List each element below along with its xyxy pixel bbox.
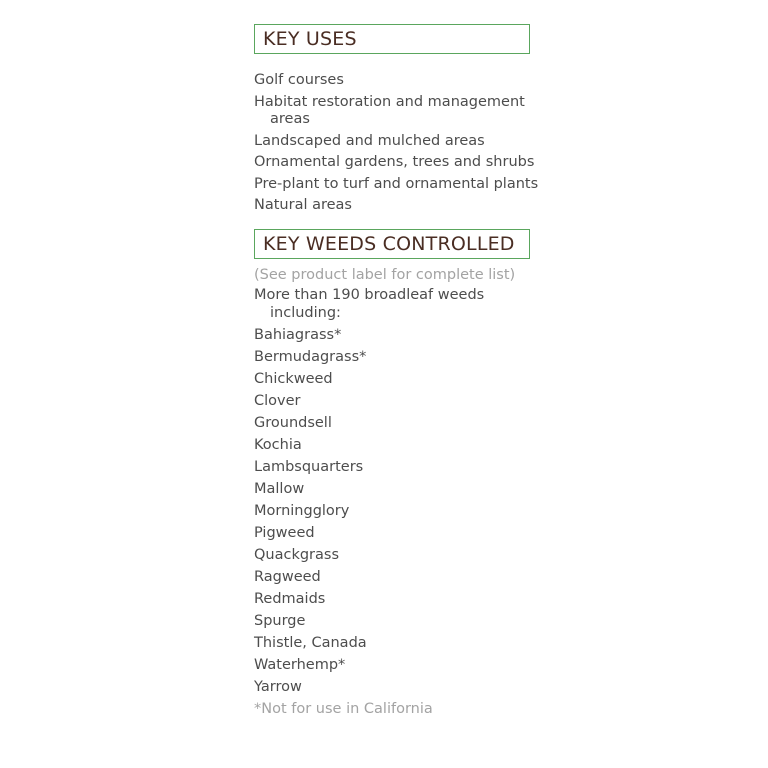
list-item: Morningglory [254,502,350,519]
list-item: Habitat restoration and management areas [254,93,525,127]
list-item: Pre-plant to turf and ornamental plants [254,175,539,192]
california-footnote: *Not for use in California [254,700,433,717]
list-item: Chickweed [254,370,333,387]
list-item: Golf courses [254,72,344,88]
list-item: Bahiagrass* [254,326,342,343]
list-item: Landscaped and mulched areas [254,132,485,149]
list-item: Groundsell [254,414,332,431]
list-item: Ragweed [254,568,321,585]
list-item: Waterhemp* [254,656,346,673]
list-item: Quackgrass [254,546,340,563]
key-weeds-heading [254,229,530,259]
list-item: Bermudagrass* [254,348,367,365]
list-item: Clover [254,392,301,409]
list-item: Redmaids [254,590,326,607]
list-item: Lambsquarters [254,458,364,475]
list-item: Natural areas [254,197,352,213]
list-item: Yarrow [254,678,302,695]
key-weeds-heading-text: KEY WEEDS CONTROLLED [263,232,515,255]
list-item: Kochia [254,436,302,453]
key-uses-list [254,72,554,215]
key-uses-heading-text: KEY USES [263,28,357,50]
list-item: Mallow [254,480,305,497]
key-weeds-list [254,287,554,696]
content-column [254,24,554,718]
list-item: Ornamental gardens, trees and shrubs [254,154,535,170]
list-item: Thistle, Canada [254,634,367,651]
list-item: Spurge [254,612,306,629]
label-note: (See product label for complete list) [254,266,516,283]
list-item: More than 190 broadleaf weeds including: [254,287,485,321]
key-uses-heading [254,24,530,54]
list-item: Pigweed [254,524,315,541]
